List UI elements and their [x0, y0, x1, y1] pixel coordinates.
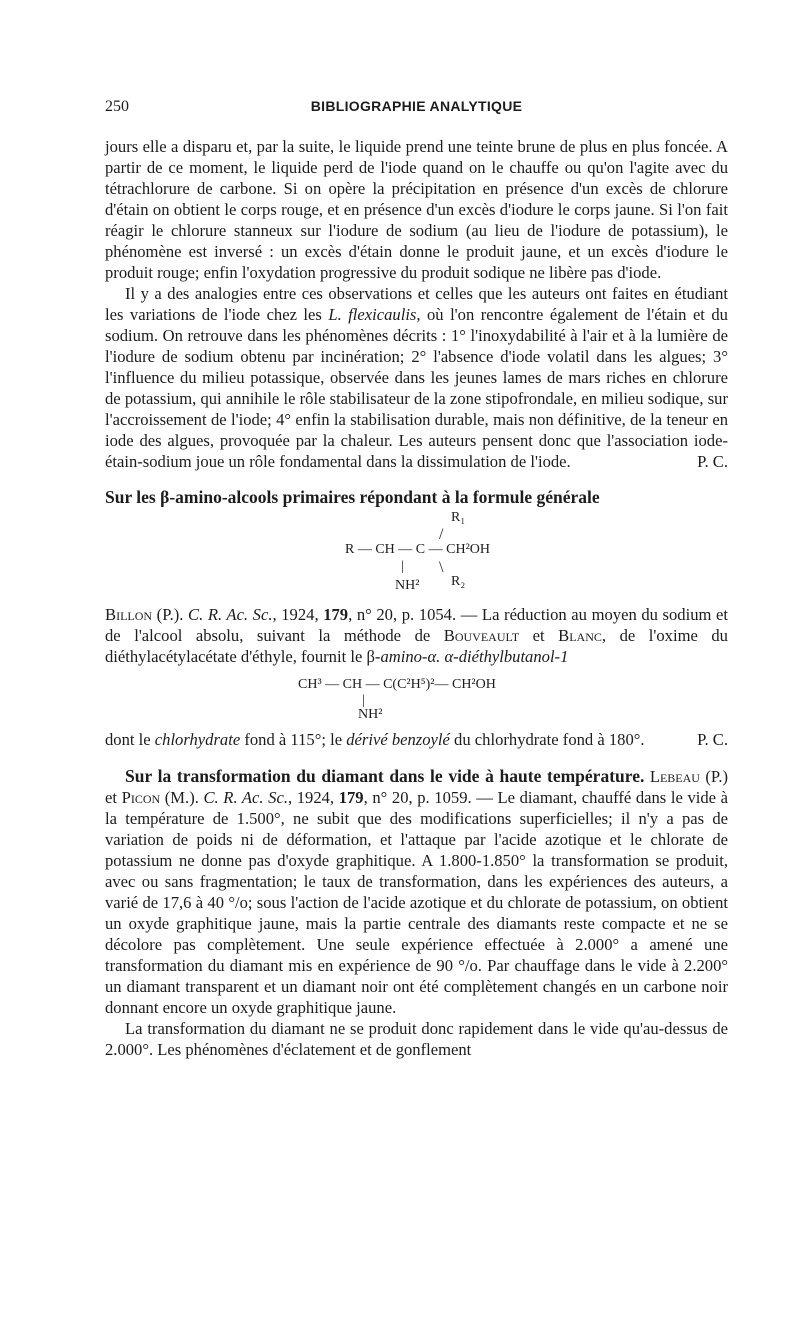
running-title: BIBLIOGRAPHIE ANALYTIQUE: [310, 98, 523, 114]
article-diamant: [105, 766, 728, 1060]
formula-bond-down: \: [439, 559, 444, 576]
journal-name: C. R. Ac. Sc.: [203, 788, 288, 807]
formula-r2: R₂: [451, 574, 466, 589]
citation-text: (M.).: [160, 788, 204, 807]
volume-number: 179: [323, 605, 349, 624]
article-conclusion: [105, 729, 728, 750]
citation-text: , 1924,: [287, 788, 339, 807]
article-body: [105, 604, 728, 667]
document-page: [105, 98, 728, 1060]
paragraph-analogies: [105, 283, 728, 472]
paragraph-text: , n° 20, p. 1059. — Le diamant, chauffé dans le vide à la température de 1.500°, ne subit que des modifications superficielles; il n'y a pas de variation de poids ni de déformation, et l'attaque par l'acide azotique et le chlorate de potassium ne donne pas d'oxyde graphitique. A 1.800-1.850° la transformation se produit, avec ou sans fragmentation; le taux de transformation, dans les expériences des auteurs, a varié de 17,6 à 40 °/o; sous l'action de l'acide azotique et du chlorate de potassium, on obtient un oxyde graphitique jaune, mais la partie centrale des diamants reste compacte et ne se décolore pas complètement. Une seule expérience effectuée à 2.000° a amené une transformation du diamant mis en expérience de 90 °/o. Par chauffage dans le vide à 2.200° un diamant transparent et un diamant noir ont été complètement changés en un carbone noir donnant encore un oxyde graphitique jaune.: [105, 788, 729, 1017]
derivative-name: chlorhydrate: [154, 730, 241, 749]
paragraph-text: du chlorhydrate fond à 180°.: [449, 730, 645, 749]
author-name: Billon: [105, 605, 153, 624]
paragraph-conclusion: La transformation du diamant ne se produit donc rapidement dans le vide qu'au-dessus de 2.000°. Les phénomènes d'éclatement et de gonflement: [105, 1019, 728, 1059]
derivative-name: dérivé benzoylé: [346, 730, 450, 749]
formula-r1: R₁: [451, 510, 466, 525]
article-title: Sur la transformation du diamant dans le vide à haute température.: [125, 766, 645, 786]
journal-name: C. R. Ac. Sc.: [188, 605, 273, 624]
formula2-bond-vertical: |: [362, 693, 365, 708]
formula-bond-vertical: |: [401, 559, 404, 574]
paragraph-text: dont le: [105, 730, 155, 749]
citation-text: , 1924,: [272, 605, 324, 624]
citation-text: (P.) et: [105, 767, 728, 807]
paragraph-continuation: jours elle a disparu et, par la suite, le liquide prend une teinte brune de plus en plus foncée. A partir de ce moment, le liquide perd de l'iode quand on le chauffe ou qu'on l'agite avec du tétrachlorure de carbone. Si on opère la précipitation en présence d'un excès de chlorure d'étain on obtient le corps rouge, et en présence d'un excès d'iodure le corps jaune. Si l'on fait réagir le chlorure stanneux sur l'iodure de sodium (au lieu de l'iodure de potassium), le phénomène est inversé : un excès d'étain donne le produit jaune, et un excès d'iodure le produit rouge; enfin l'oxydation progressive du produit sodique ne libère pas d'iode.: [105, 137, 728, 282]
method-author-2: Blanc: [558, 626, 602, 645]
signature: P. C.: [697, 452, 728, 471]
citation-text: , n° 20, p. 1054. — La réduction au moyen du sodium et de l'alcool absolu, suivant la méthode de: [105, 605, 728, 645]
author-initial: (P.).: [152, 605, 189, 624]
volume-number: 179: [338, 788, 364, 807]
formula-nh2: NH²: [395, 578, 420, 593]
formula-bond-up: /: [439, 526, 444, 543]
paragraph-text: , où l'on rencontre également de l'étain et du sodium. On retrouve dans les phénomènes décrits : 1° l'inoxydabilité à l'air et à la lumière de l'iodure de sodium obtenu par incinération; 2° l'absence d'iode volatil dans les algues; 3° l'influence du milieu potassique, observée dans les jeunes lames de mars riches en chlorure de potassium, qui annihile le rôle stabilisateur de la zone stipofrondale, en milieu sodique, sur l'accroissement de l'iode; 4° enfin la stabilisation durable, mais non définitive, de la teneur en iode des algues, provoquée par la chaleur. Les auteurs pensent donc que l'association iode-étain-sodium joue un rôle fondamental dans la dissimulation de l'iode.: [105, 305, 728, 471]
author-name: Lebeau: [649, 767, 700, 786]
structural-formula: [105, 508, 728, 600]
signature: P. C.: [697, 730, 728, 749]
paragraph-text: Il y a des analogies entre ces observations et celles que les auteurs ont faites en étudiant les variations de l'iode chez les: [105, 284, 728, 324]
compound-name: amino-α. α-diéthylbutanol-1: [380, 647, 569, 666]
formula2-nh2: NH²: [358, 707, 383, 722]
page-header: [105, 98, 728, 122]
article-amino-alcools: [105, 487, 728, 750]
method-author-1: Bouveault: [443, 626, 520, 645]
paragraph-text: fond à 115°; le: [240, 730, 347, 749]
formula2-main-chain: CH³ — CH — C(C²H⁵)²— CH²OH: [298, 677, 496, 692]
author-name: Picon: [121, 788, 161, 807]
article-title: Sur les β-amino-alcools primaires répondant à la formule générale: [105, 487, 600, 507]
citation-text: , de l'oxime du diéthylacétylacétate d'éthyle, fournit le β-: [105, 626, 728, 666]
formula-main-chain: R — CH — C — CH²OH: [345, 542, 490, 557]
species-name: L. flexicaulis: [328, 305, 417, 324]
article-body: [105, 766, 728, 1018]
page-number: 250: [105, 98, 129, 115]
citation-text: et: [519, 626, 559, 645]
compound-formula: [105, 667, 728, 729]
